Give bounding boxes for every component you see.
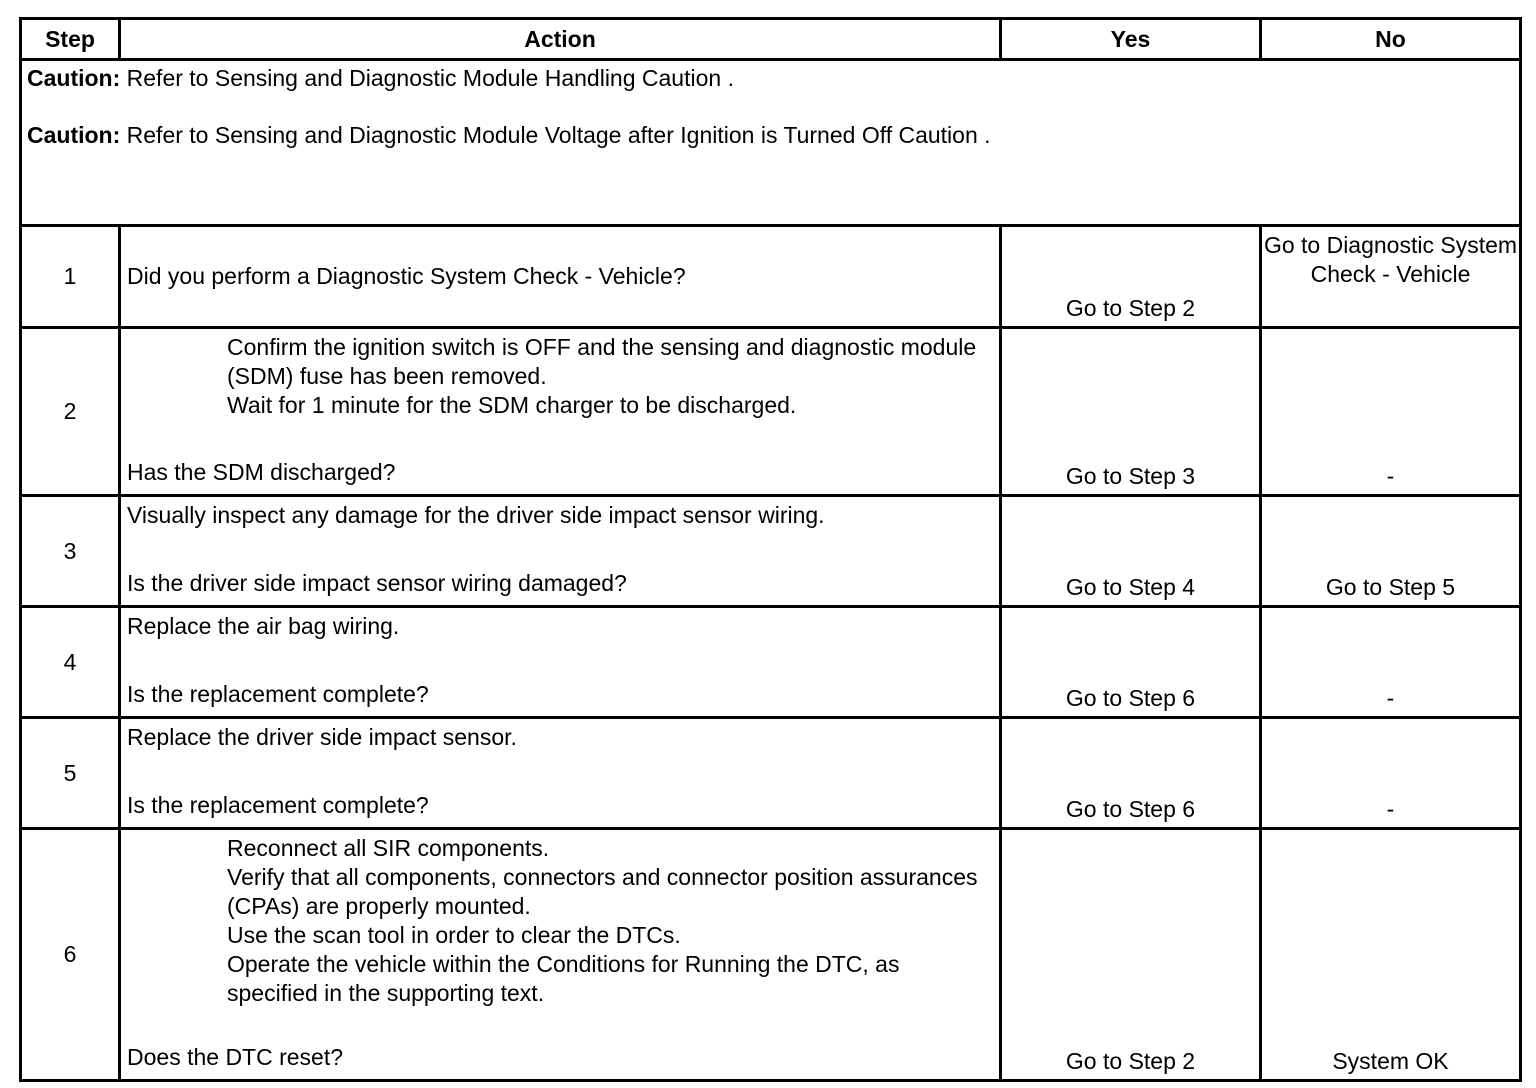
- step-question: Is the driver side impact sensor wiring damaged?: [127, 570, 627, 596]
- caution-1: [27, 64, 1519, 93]
- caution-cell: [21, 60, 1521, 226]
- no-cell: Go to Step 5: [1261, 496, 1521, 607]
- instruction-text: Use the scan tool in order to clear the DTCs.: [227, 922, 681, 948]
- instruction-text: Replace the driver side impact sensor.: [127, 724, 517, 750]
- action-cell: [120, 718, 1001, 829]
- yes-cell: Go to Step 3: [1001, 328, 1261, 496]
- no-cell: -: [1261, 328, 1521, 496]
- table-row: [21, 829, 1521, 1081]
- step-number: 6: [21, 829, 120, 1081]
- step-question: Is the replacement complete?: [127, 792, 429, 818]
- yes-cell: Go to Step 6: [1001, 718, 1261, 829]
- instruction-text: Replace the air bag wiring.: [127, 613, 400, 639]
- header-no: No: [1261, 19, 1521, 60]
- instruction-text: Wait for 1 minute for the SDM charger to be discharged.: [227, 392, 797, 418]
- table-row: [21, 226, 1521, 328]
- no-cell: -: [1261, 607, 1521, 718]
- step-number: 1: [21, 226, 120, 328]
- caution-label: Caution:: [27, 122, 121, 148]
- step-number: 4: [21, 607, 120, 718]
- yes-cell: Go to Step 4: [1001, 496, 1261, 607]
- no-cell: -: [1261, 718, 1521, 829]
- header-yes: Yes: [1001, 19, 1261, 60]
- no-cell: Go to Diagnostic System Check - Vehicle: [1261, 226, 1521, 328]
- step-number: 5: [21, 718, 120, 829]
- instruction-text: Reconnect all SIR components.: [227, 835, 550, 861]
- step-question: Did you perform a Diagnostic System Check - Vehicle?: [127, 263, 686, 289]
- instruction-text: Visually inspect any damage for the driver side impact sensor wiring.: [127, 502, 825, 528]
- step-number: 3: [21, 496, 120, 607]
- table-row: [21, 328, 1521, 496]
- header-action: Action: [120, 19, 1001, 60]
- action-cell: [120, 496, 1001, 607]
- action-cell: [120, 226, 1001, 328]
- caution-2: [27, 121, 1519, 150]
- table-row: [21, 718, 1521, 829]
- header-row: [21, 19, 1521, 60]
- yes-cell: Go to Step 2: [1001, 829, 1261, 1081]
- action-cell: [120, 607, 1001, 718]
- instruction-text: Verify that all components, connectors and connector position assurances (CPAs) are properly mounted.: [227, 864, 978, 919]
- instruction-text: Operate the vehicle within the Conditions for Running the DTC, as specified in the supporting text.: [227, 951, 900, 1006]
- caution-label: Caution:: [27, 65, 121, 91]
- no-cell: System OK: [1261, 829, 1521, 1081]
- yes-cell: Go to Step 2: [1001, 226, 1261, 328]
- table-row: [21, 607, 1521, 718]
- header-step: Step: [21, 19, 120, 60]
- caution-row: [21, 60, 1521, 226]
- caution-text: Refer to Sensing and Diagnostic Module Handling Caution .: [120, 65, 734, 91]
- diagnostic-table: [19, 17, 1522, 1082]
- step-number: 2: [21, 328, 120, 496]
- step-question: Has the SDM discharged?: [127, 459, 396, 485]
- action-cell: [120, 829, 1001, 1081]
- caution-text: Refer to Sensing and Diagnostic Module Voltage after Ignition is Turned Off Caution .: [120, 122, 991, 148]
- step-question: Is the replacement complete?: [127, 681, 429, 707]
- action-cell: [120, 328, 1001, 496]
- instruction-text: Confirm the ignition switch is OFF and the sensing and diagnostic module (SDM) fuse has been removed.: [227, 334, 977, 389]
- yes-cell: Go to Step 6: [1001, 607, 1261, 718]
- table-row: [21, 496, 1521, 607]
- step-question: Does the DTC reset?: [127, 1044, 344, 1070]
